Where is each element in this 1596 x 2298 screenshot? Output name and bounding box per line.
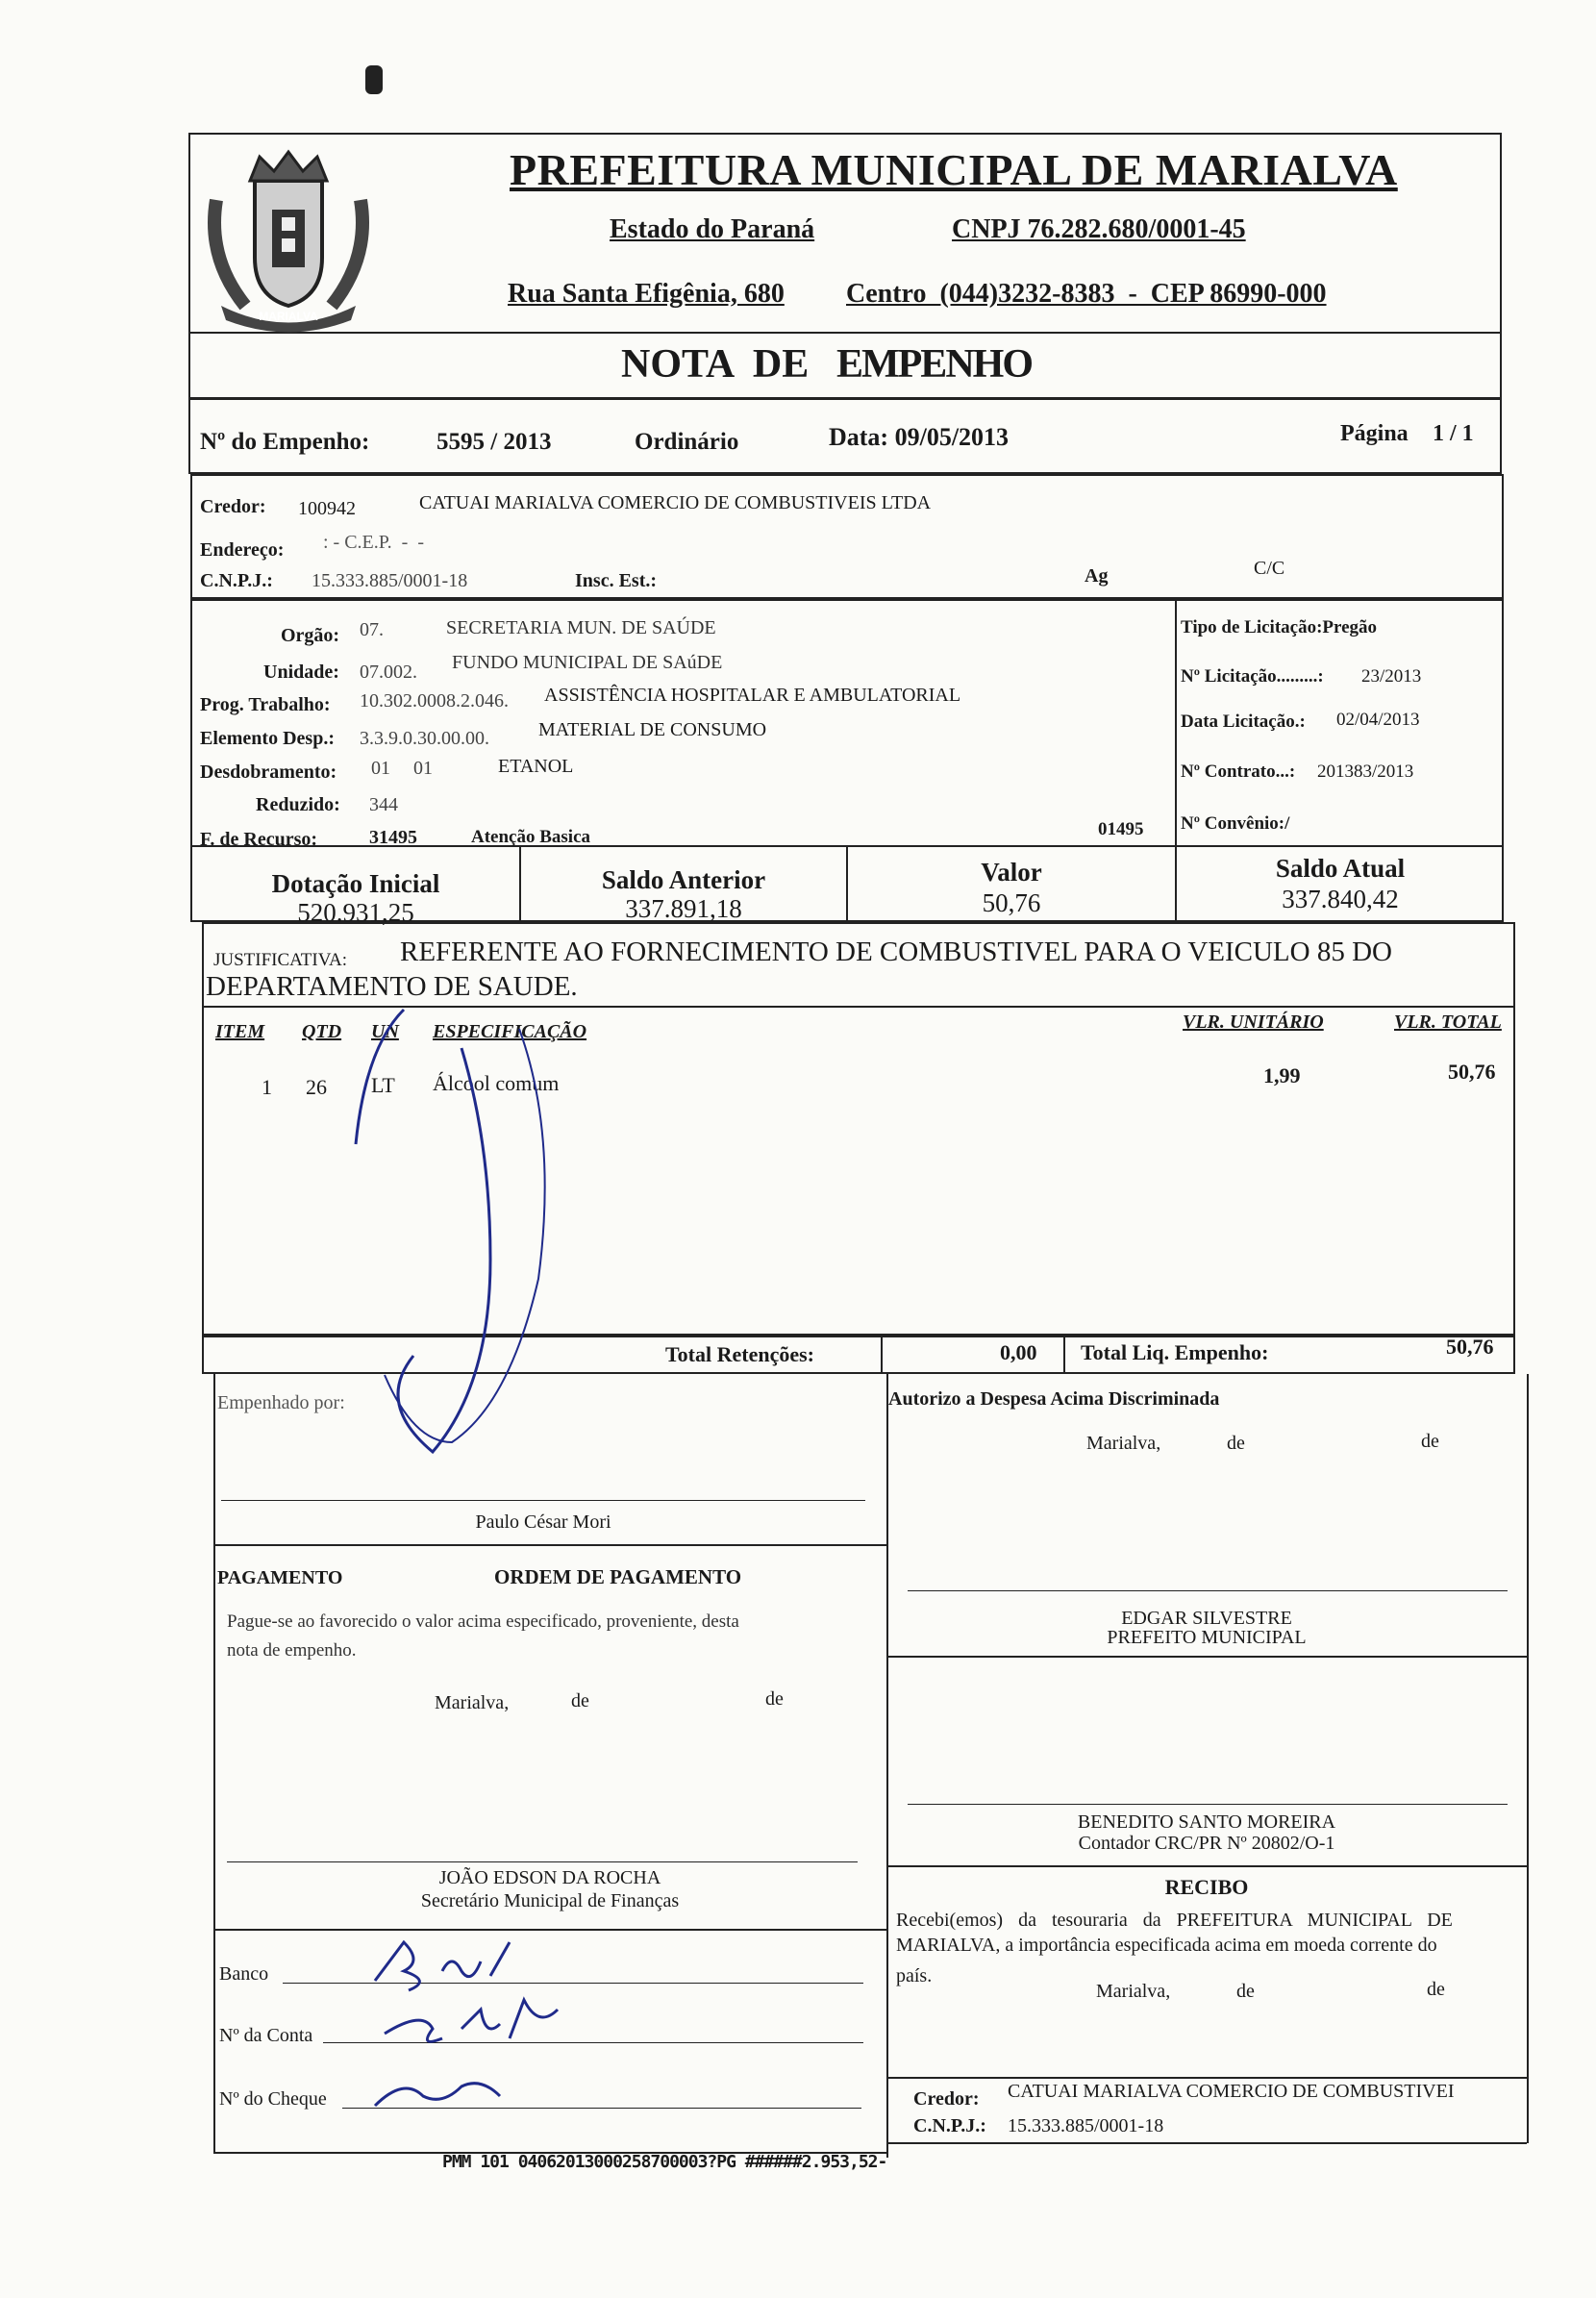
orgao-label: Orgão:	[281, 625, 340, 646]
numero-licitacao-value: 23/2013	[1361, 666, 1422, 687]
justificativa-label: JUSTIFICATIVA:	[213, 950, 348, 970]
convenio-label: Nº Convênio:/	[1181, 813, 1290, 834]
orgao-code: 07.	[360, 619, 384, 640]
footer-code: PMM 101 04062013000258700003?PG ######2.953,52-	[442, 2152, 887, 2172]
saldo-anterior-label: Saldo Anterior	[601, 865, 766, 894]
desdob-label: Desdobramento:	[200, 762, 337, 783]
row-item: 1	[262, 1075, 272, 1099]
unidade-name: FUNDO MUNICIPAL DE SAúDE	[452, 652, 723, 673]
autorizo-place: Marialva,	[1086, 1433, 1161, 1454]
elemento-name: MATERIAL DE CONSUMO	[538, 719, 767, 740]
prog-label: Prog. Trabalho:	[200, 694, 331, 715]
prog-name: ASSISTÊNCIA HOSPITALAR E AMBULATORIAL	[544, 685, 961, 706]
contact-label: Centro (044)3232-8383 - CEP 86990-000	[846, 279, 1327, 309]
credor-code: 100942	[298, 498, 356, 519]
row-unitario: 1,99	[1263, 1063, 1301, 1087]
cnpj-label: CNPJ 76.282.680/0001-45	[952, 214, 1246, 244]
unidade-code: 07.002.	[360, 662, 417, 683]
crest-banner-text: MARIALVA	[259, 310, 318, 323]
empenho-type: Ordinário	[635, 429, 739, 455]
cheque-label: Nº do Cheque	[219, 2088, 327, 2110]
row-qtd: 26	[306, 1075, 327, 1099]
saldo-atual-value: 337.840,42	[1282, 885, 1399, 913]
pagamento-de1: de	[571, 1690, 589, 1711]
empenho-label: Nº do Empenho:	[200, 429, 370, 455]
desdob-name: ETANOL	[498, 756, 574, 777]
pagamento-text1: Pague-se ao favorecido o valor acima especificado, proveniente, desta	[227, 1611, 739, 1632]
empenhado-signer: Paulo César Mori	[475, 1511, 611, 1533]
valor-value: 50,76	[982, 888, 1041, 917]
contador-name: BENEDITO SANTO MOREIRA	[1077, 1811, 1336, 1833]
col-qtd-header: QTD	[302, 1021, 342, 1042]
credor-label: Credor:	[200, 496, 266, 517]
justificativa-line1: REFERENTE AO FORNECIMENTO DE COMBUSTIVEL PARA O VEICULO 85 DO	[400, 937, 1392, 967]
recurso-label: F. de Recurso:	[200, 829, 318, 850]
desdob-b: 01	[413, 758, 433, 779]
unidade-label: Unidade:	[263, 662, 339, 683]
recibo-text2: MARIALVA, a importância especificada acima em moeda corrente do	[896, 1935, 1437, 1956]
banco-label: Banco	[219, 1963, 269, 1985]
col-total-header: VLR. TOTAL	[1394, 1012, 1502, 1033]
recibo-text3: país.	[896, 1965, 933, 1986]
page-number: 1 / 1	[1433, 421, 1474, 446]
conta-label: Nº da Conta	[219, 2025, 313, 2046]
prefeito-role: PREFEITO MUNICIPAL	[1107, 1627, 1307, 1648]
endereco-label: Endereço:	[200, 539, 285, 561]
tipo-licitacao: Tipo de Licitação:Pregão	[1181, 617, 1378, 637]
cnpj-credor-value: 15.333.885/0001-18	[312, 570, 468, 591]
data-licitacao-label: Data Licitação.:	[1181, 712, 1306, 732]
col-item-header: ITEM	[215, 1021, 265, 1042]
punch-mark	[365, 65, 383, 94]
recibo-cnpj-value: 15.333.885/0001-18	[1008, 2115, 1164, 2136]
valor-label: Valor	[981, 858, 1042, 887]
autorizo-de1: de	[1227, 1433, 1245, 1454]
recurso-right-code: 01495	[1098, 819, 1144, 839]
justificativa-line2: DEPARTAMENTO DE SAUDE.	[206, 971, 578, 1002]
page-label: Página	[1340, 421, 1409, 446]
recurso-code: 31495	[369, 827, 417, 848]
liquido-value: 50,76	[1446, 1335, 1494, 1359]
autorizo-de2: de	[1421, 1431, 1439, 1452]
row-total: 50,76	[1448, 1060, 1496, 1084]
col-especificacao-header: ESPECIFICAÇÃO	[433, 1021, 587, 1042]
data-licitacao-value: 02/04/2013	[1336, 710, 1420, 730]
empenho-number: 5595 / 2013	[436, 429, 552, 455]
municipal-crest-icon	[197, 142, 380, 335]
doc-title-right: EMPENHO	[836, 342, 1032, 387]
contrato-label: Nº Contrato...:	[1181, 762, 1296, 782]
reduzido-value: 344	[369, 794, 398, 815]
elemento-code: 3.3.9.0.30.00.00.	[360, 728, 489, 749]
col-un-header: UN	[371, 1021, 399, 1042]
liquido-label: Total Liq. Empenho:	[1081, 1340, 1269, 1364]
recibo-de2: de	[1427, 1979, 1445, 2000]
cnpj-credor-label: C.N.P.J.:	[200, 570, 273, 591]
recibo-credor-name: CATUAI MARIALVA COMERCIO DE COMBUSTIVEI	[1008, 2081, 1455, 2102]
page-title: PREFEITURA MUNICIPAL DE MARIALVA	[510, 145, 1398, 194]
recibo-credor-label: Credor:	[913, 2088, 980, 2110]
endereco-value: : - C.E.P. - -	[323, 532, 424, 553]
bank-handwriting-icon	[365, 1933, 692, 2125]
secretario-name: JOÃO EDSON DA ROCHA	[438, 1867, 661, 1888]
row-especificacao: Álcool comum	[433, 1071, 560, 1095]
col-unitario-header: VLR. UNITÁRIO	[1183, 1012, 1324, 1033]
reduzido-label: Reduzido:	[256, 794, 340, 815]
numero-licitacao-label: Nº Licitação.........:	[1181, 666, 1324, 687]
state-label: Estado do Paraná	[610, 214, 815, 244]
recibo-title: RECIBO	[1164, 1875, 1249, 1899]
saldo-atual-label: Saldo Atual	[1275, 854, 1406, 883]
autorizo-label: Autorizo a Despesa Acima Discriminada	[888, 1388, 1220, 1410]
recibo-cnpj-label: C.N.P.J.:	[913, 2115, 986, 2136]
retencoes-value: 0,00	[1000, 1340, 1037, 1364]
doc-title-left: NOTA DE	[621, 342, 810, 387]
ag-label: Ag	[1085, 565, 1109, 587]
desdob-a: 01	[371, 758, 390, 779]
contador-role: Contador CRC/PR Nº 20802/O-1	[1078, 1833, 1335, 1854]
elemento-label: Elemento Desp.:	[200, 728, 335, 749]
dotacao-inicial-value: 520.931,25	[297, 898, 414, 927]
pagamento-label: PAGAMENTO	[217, 1567, 343, 1588]
secretario-role: Secretário Municipal de Finanças	[420, 1890, 680, 1911]
recibo-place: Marialva,	[1096, 1981, 1171, 2002]
insc-est-label: Insc. Est.:	[575, 570, 658, 591]
handwritten-signature-icon	[327, 990, 644, 1490]
empenhado-label: Empenhado por:	[217, 1392, 345, 1413]
cc-label: C/C	[1254, 558, 1285, 579]
dotacao-inicial-label: Dotação Inicial	[271, 869, 440, 898]
recibo-de1: de	[1236, 1981, 1255, 2002]
pagamento-place: Marialva,	[435, 1692, 510, 1713]
row-un: LT	[371, 1073, 395, 1097]
orgao-name: SECRETARIA MUN. DE SAÚDE	[446, 617, 716, 638]
pagamento-text2: nota de empenho.	[227, 1640, 357, 1661]
address-label: Rua Santa Efigênia, 680	[508, 279, 785, 309]
credor-name: CATUAI MARIALVA COMERCIO DE COMBUSTIVEIS LTDA	[419, 492, 932, 513]
ordem-pagamento-label: ORDEM DE PAGAMENTO	[494, 1565, 742, 1588]
prog-code: 10.302.0008.2.046.	[360, 690, 509, 712]
retencoes-label: Total Retenções:	[665, 1342, 814, 1366]
empenho-date: Data: 09/05/2013	[829, 423, 1010, 451]
contrato-value: 201383/2013	[1317, 762, 1414, 782]
pagamento-de2: de	[765, 1688, 784, 1710]
prefeito-name: EDGAR SILVESTRE	[1121, 1608, 1292, 1629]
recurso-name: Atenção Basica	[471, 827, 591, 847]
recibo-text1: Recebi(emos) da tesouraria da PREFEITURA MUNICIPAL DE	[896, 1910, 1453, 1931]
saldo-anterior-value: 337.891,18	[625, 894, 742, 923]
